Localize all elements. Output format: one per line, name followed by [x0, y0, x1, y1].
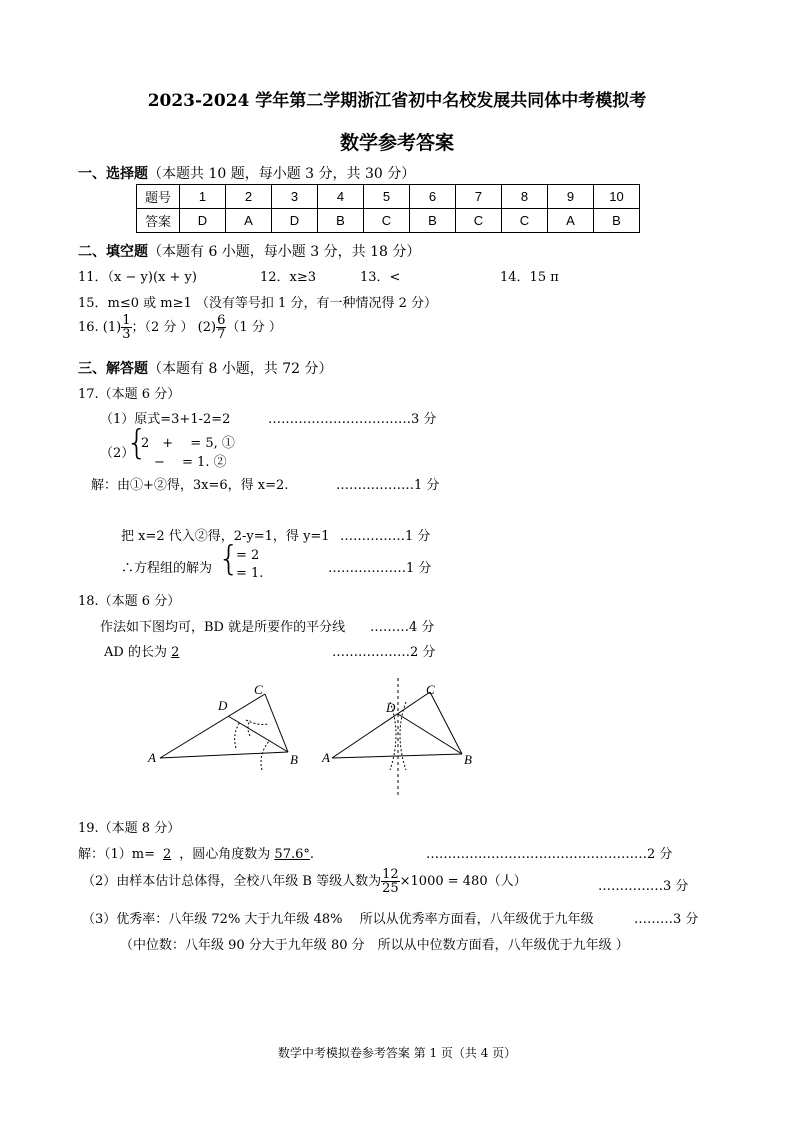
- section-1-heading: 一、选择题: [78, 166, 148, 182]
- section-3-header: [78, 358, 333, 378]
- answer-q12: 12．x≥3: [260, 270, 317, 285]
- q18-line1: 作法如下图均可，BD 就是所要作的平分线: [100, 620, 346, 635]
- fraction-twelve-twentyfifths: [381, 868, 400, 895]
- construction-arc: [235, 722, 240, 748]
- table-cell: D: [180, 209, 226, 233]
- fraction-numerator: 6: [217, 313, 226, 328]
- q18-title: 18.（本题 6 分）: [78, 594, 181, 609]
- segment-ac: [160, 694, 265, 758]
- equation-1: 2 + = 5, ①: [141, 436, 235, 451]
- table-cell: 6: [410, 185, 456, 209]
- q19-part1-mid: ，圆心角度数为: [179, 847, 275, 862]
- q17-step1: 解：由①+②得，3x=6，得 x=2.: [91, 478, 289, 493]
- table-cell: A: [548, 209, 594, 233]
- fraction-numerator: 12: [382, 867, 399, 882]
- q19-m-value: 2: [163, 847, 172, 862]
- point-label-b: B: [464, 752, 472, 767]
- answer-q14: 14．15 π: [500, 270, 559, 285]
- left-brace: {: [126, 423, 148, 463]
- answer-q13: 13．<: [360, 270, 401, 285]
- fraction-six-sevenths: [216, 314, 226, 341]
- section-3-heading: 三、解答题: [78, 361, 148, 377]
- fraction-one-third: [121, 314, 131, 341]
- table-cell: C: [456, 209, 502, 233]
- segment-ab: [332, 754, 462, 758]
- segment-cb: [430, 692, 462, 754]
- q16-mid: ；（2 分 ） (2): [131, 320, 217, 335]
- page-title: 2023-2024 学年第二学期浙江省初中名校发展共同体中考模拟考: [147, 91, 647, 111]
- section-3-note: （本题有 8 小题，共 72 分）: [148, 361, 333, 377]
- table-cell: A: [226, 209, 272, 233]
- q19-part2: [82, 868, 527, 895]
- q17-step3: ∴方程组的解为: [121, 561, 213, 576]
- table-cell: 1: [180, 185, 226, 209]
- q17-title: 17.（本题 6 分）: [78, 387, 181, 402]
- q19-title: 19.（本题 8 分）: [78, 821, 181, 836]
- table-cell: 10: [594, 185, 640, 209]
- answer-q11: 11．（x − y)(x + y): [78, 270, 197, 285]
- segment-ab: [160, 752, 288, 758]
- table-cell: 7: [456, 185, 502, 209]
- q17-step2: 把 x=2 代入②得，2-y=1，得 y=1: [121, 529, 330, 544]
- page-footer: 数学中考模拟卷参考答案 第 1 页（共 4 页）: [277, 1046, 517, 1060]
- answer-q16: [78, 314, 282, 341]
- left-brace: {: [218, 539, 240, 579]
- solution-line-1: = 2: [236, 548, 260, 563]
- equation-2: − = 1. ②: [141, 455, 227, 470]
- q18-line1-score: ………4 分: [370, 620, 435, 635]
- answer-q15: 15．m≤0 或 m≥1 （没有等号扣 1 分，有一种情况得 2 分）: [78, 296, 437, 311]
- point-label-b: B: [290, 752, 298, 767]
- table-cell: B: [318, 209, 364, 233]
- figure-left: [140, 680, 310, 780]
- q19-part3-score: ………3 分: [634, 912, 699, 927]
- page-subtitle: 数学参考答案: [339, 132, 454, 154]
- q17-step2-score: ……………1 分: [340, 529, 431, 544]
- table-cell: 8: [502, 185, 548, 209]
- q19-part2-prefix: （2）由样本估计总体得，全校八年级 B 等级人数为: [82, 874, 382, 889]
- section-2-header: [78, 241, 420, 261]
- table-cell: 4: [318, 185, 364, 209]
- point-label-a: A: [322, 750, 330, 765]
- table-cell: B: [410, 209, 456, 233]
- point-label-a: A: [148, 750, 156, 765]
- figure-right: [318, 672, 488, 802]
- bisector-bd: [398, 714, 462, 754]
- point-label-d: D: [218, 698, 228, 713]
- q17-step3-score: ………………1 分: [328, 561, 432, 576]
- table-cell: C: [364, 209, 410, 233]
- q16-prefix: 16. (1): [78, 320, 122, 335]
- fraction-denominator: 25: [382, 881, 399, 896]
- q19-part1-score: ……………………………………………2 分: [426, 847, 673, 862]
- table-cell: B: [594, 209, 640, 233]
- table-header-label: 答案: [137, 209, 180, 233]
- section-1-header: [78, 163, 415, 183]
- q17-part1-score: ……………………………3 分: [268, 412, 437, 427]
- table-row-numbers: [137, 185, 640, 209]
- point-label-c: C: [254, 682, 263, 697]
- q19-part1-end: .: [309, 847, 315, 862]
- q17-step1-score: ………………1 分: [336, 478, 440, 493]
- fraction-denominator: 7: [217, 327, 226, 342]
- table-cell: D: [272, 209, 318, 233]
- section-2-heading: 二、填空题: [78, 244, 148, 260]
- q17-part1: （1）原式=3+1-2=2: [100, 412, 231, 427]
- q19-part2-score: ……………3 分: [598, 879, 689, 894]
- segment-cb: [265, 694, 288, 752]
- q19-angle-value: 57.6°: [274, 847, 310, 862]
- solution-line-2: = 1.: [236, 566, 264, 581]
- section-1-note: （本题共 10 题，每小题 3 分，共 30 分）: [148, 166, 416, 182]
- q16-suffix: （1 分 ）: [226, 320, 282, 335]
- table-cell: 9: [548, 185, 594, 209]
- point-label-d: D: [386, 700, 396, 715]
- q18-line2-prefix: AD 的长为: [104, 645, 172, 660]
- table-cell: 2: [226, 185, 272, 209]
- construction-arc: [248, 720, 250, 736]
- q19-part3: （3）优秀率：八年级 72% 大于九年级 48% 所以从优秀率方面看，八年级优于九年级: [82, 912, 594, 927]
- q18-line2: [104, 641, 193, 660]
- bisector-bd: [228, 716, 288, 752]
- table-header-label: 题号: [137, 185, 180, 209]
- q18-answer-value: 2: [171, 645, 180, 660]
- section-2-note: （本题有 6 小题，每小题 3 分，共 18 分）: [148, 244, 421, 260]
- point-label-c: C: [426, 682, 435, 697]
- q19-part3-note: （中位数：八年级 90 分大于九年级 80 分 所以从中位数方面看，八年级优于九年级 ）: [120, 938, 629, 953]
- q19-part1-prefix: 解：（1）m=: [78, 847, 155, 862]
- q18-line2-score: ………………2 分: [332, 645, 436, 660]
- q19-part2-suffix: ×1000 = 480（人）: [399, 874, 527, 889]
- fraction-numerator: 1: [122, 313, 131, 328]
- q19-part1: [78, 843, 314, 862]
- fraction-denominator: 3: [122, 327, 131, 342]
- table-cell: 5: [364, 185, 410, 209]
- construction-arc: [261, 740, 270, 770]
- table-row-answers: [137, 209, 640, 233]
- table-cell: 3: [272, 185, 318, 209]
- table-cell: C: [502, 209, 548, 233]
- q17-part2-label: （2）: [100, 446, 135, 461]
- answer-table: [136, 184, 640, 233]
- construction-arc: [246, 720, 268, 725]
